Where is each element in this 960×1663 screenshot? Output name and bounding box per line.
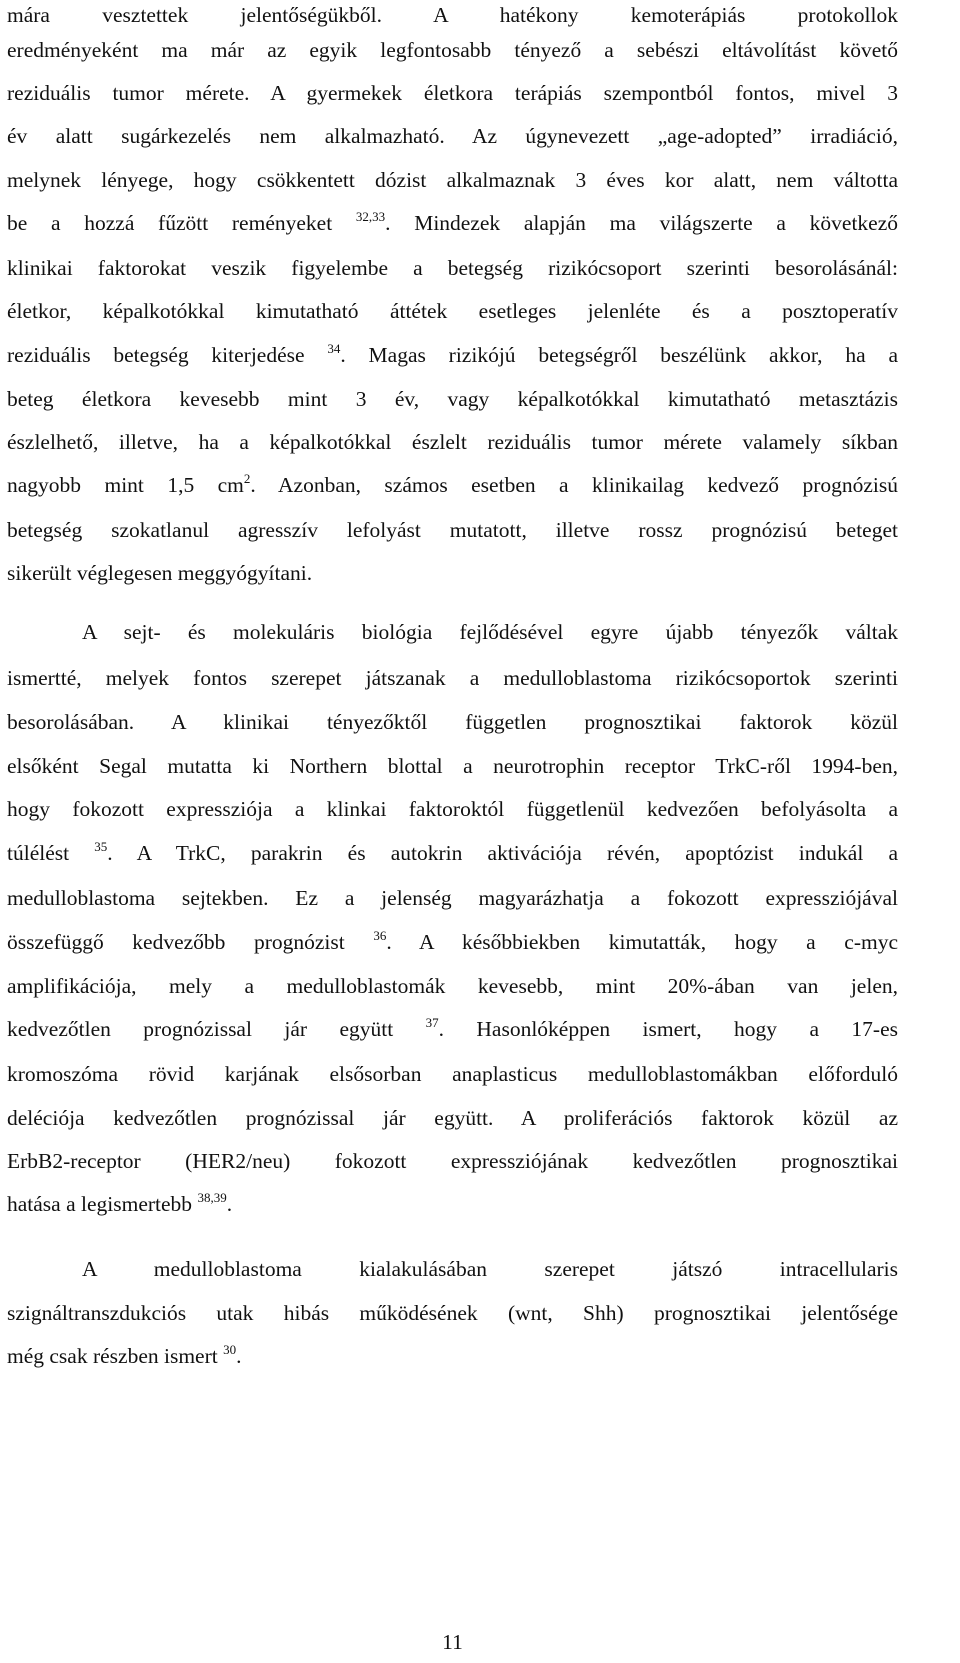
text-segment: még csak részben ismert [7,1344,224,1368]
text-segment: év alatt sugárkezelés nem alkalmazható. Az úgynevezett „age-adopted” irradiáció, [7,124,898,148]
text-segment: nagyobb mint 1,5 cm [7,473,244,497]
text-segment: . Hasonlóképpen ismert, hogy a 17-es [438,1017,898,1041]
text-line [7,971,898,1001]
text-line [7,165,898,195]
text-segment: hatása a legismertebb [7,1192,198,1216]
text-segment: . [226,1192,233,1216]
text-line [7,1189,898,1219]
text-segment: amplifikációja, mely a medulloblastomák kevesebb, mint 20%-ában van jelen, [7,974,898,998]
text-segment: . Azonban, számos esetben a klinikailag kedvező prognózisú [250,473,898,497]
text-line [7,1146,898,1176]
text-segment: eredményeként ma már az egyik legfontosabb tényező a sebészi eltávolítást követő [7,38,898,62]
text-line [7,751,898,781]
text-line [7,883,898,913]
text-line [7,340,898,370]
text-line [7,78,898,108]
text-segment: betegség szokatlanul agresszív lefolyást mutatott, illetve rossz prognózisú beteget [7,518,898,542]
text-segment: elsőként Segal mutatta ki Northern blottal a neurotrophin receptor TrkC-ről 1994-ben, [7,754,898,778]
text-line [7,1298,898,1328]
text-line [7,1014,898,1044]
text-line [7,927,898,957]
text-segment: medulloblastoma sejtekben. Ez a jelenség magyarázhatja a fokozott expressziójával [7,886,898,910]
text-line [7,707,898,737]
text-line [7,470,898,500]
page-number: 11 [442,1630,463,1654]
citation-superscript: 34 [327,341,341,356]
text-segment: mára vesztettek jelentőségükből. A hatékony kemoterápiás protokollok [7,3,898,27]
text-segment: kedvezőtlen prognózissal jár együtt [7,1017,426,1041]
text-segment: . [236,1344,242,1368]
text-line [7,1103,898,1133]
text-line [7,253,898,283]
text-segment: . Mindezek alapján ma világszerte a következő [385,211,898,235]
text-segment: túlélést [7,841,95,865]
text-segment: ErbB2-receptor (HER2/neu) fokozott expressziójának kedvezőtlen prognosztikai [7,1149,898,1173]
text-line [7,208,898,238]
text-line [7,35,898,65]
text-line [82,1254,898,1284]
text-segment: beteg életkora kevesebb mint 3 év, vagy képalkotókkal kimutatható metasztázis [7,387,898,411]
citation-superscript: 32,33 [355,209,386,224]
text-line [7,663,898,693]
text-line [7,1341,898,1371]
text-line [7,838,898,868]
text-line [7,296,898,326]
text-line [7,794,898,824]
text-segment: reziduális betegség kiterjedése [7,343,328,367]
text-segment: reziduális tumor mérete. A gyermekek életkora terápiás szempontból fontos, mivel 3 [7,81,898,105]
text-segment: klinikai faktorokat veszik figyelembe a betegség rizikócsoport szerinti besorolásánál: [7,256,898,280]
text-line [7,515,898,545]
text-segment: A medulloblastoma kialakulásában szerepet játszó intracellularis [82,1257,898,1281]
text-segment: ismertté, melyek fontos szerepet játszanak a medulloblastoma rizikócsoportok szerinti [7,666,898,690]
text-line [7,384,898,414]
text-line [7,427,898,457]
text-segment: sikerült véglegesen meggyógyítani. [7,561,313,585]
citation-superscript: 35 [94,839,108,854]
text-segment: hogy fokozott expressziója a klinkai faktoroktól függetlenül kedvezően befolyásolta a [7,797,898,821]
text-line [82,617,898,647]
citation-superscript: 2 [243,471,251,486]
text-segment: . A későbbiekben kimutatták, hogy a c-myc [386,930,899,954]
text-line [7,0,898,30]
text-segment: besorolásában. A klinikai tényezőktől független prognosztikai faktorok közül [7,710,898,734]
citation-superscript: 30 [223,1342,237,1357]
text-line [7,558,898,588]
text-segment: be a hozzá fűzött reményeket [7,211,356,235]
text-segment: . Magas rizikójú betegségről beszélünk akkor, ha a [340,343,898,367]
citation-superscript: 37 [425,1015,439,1030]
text-segment: kromoszóma rövid karjának elsősorban anaplasticus medulloblastomákban előforduló [7,1062,898,1086]
text-segment: A sejt- és molekuláris biológia fejlődésével egyre újabb tényezők váltak [82,620,898,644]
text-segment: . A TrkC, parakrin és autokrin aktivációja révén, apoptózist indukál a [107,841,898,865]
text-segment: összefüggő kedvezőbb prognózist [7,930,374,954]
text-line [7,121,898,151]
text-segment: életkor, képalkotókkal kimutatható áttétek esetleges jelenléte és a posztoperatív [7,299,898,323]
text-segment: melynek lényege, hogy csökkentett dózist alkalmaznak 3 éves kor alatt, nem váltotta [7,168,898,192]
text-line [7,1059,898,1089]
text-segment: észlelhető, illetve, ha a képalkotókkal észlelt reziduális tumor mérete valamely síkban [7,430,898,454]
citation-superscript: 36 [373,928,387,943]
citation-superscript: 38,39 [197,1190,227,1205]
text-segment: deléciója kedvezőtlen prognózissal jár együtt. A proliferációs faktorok közül az [7,1106,898,1130]
text-segment: szignáltranszdukciós utak hibás működésének (wnt, Shh) prognosztikai jelentősége [7,1301,898,1325]
